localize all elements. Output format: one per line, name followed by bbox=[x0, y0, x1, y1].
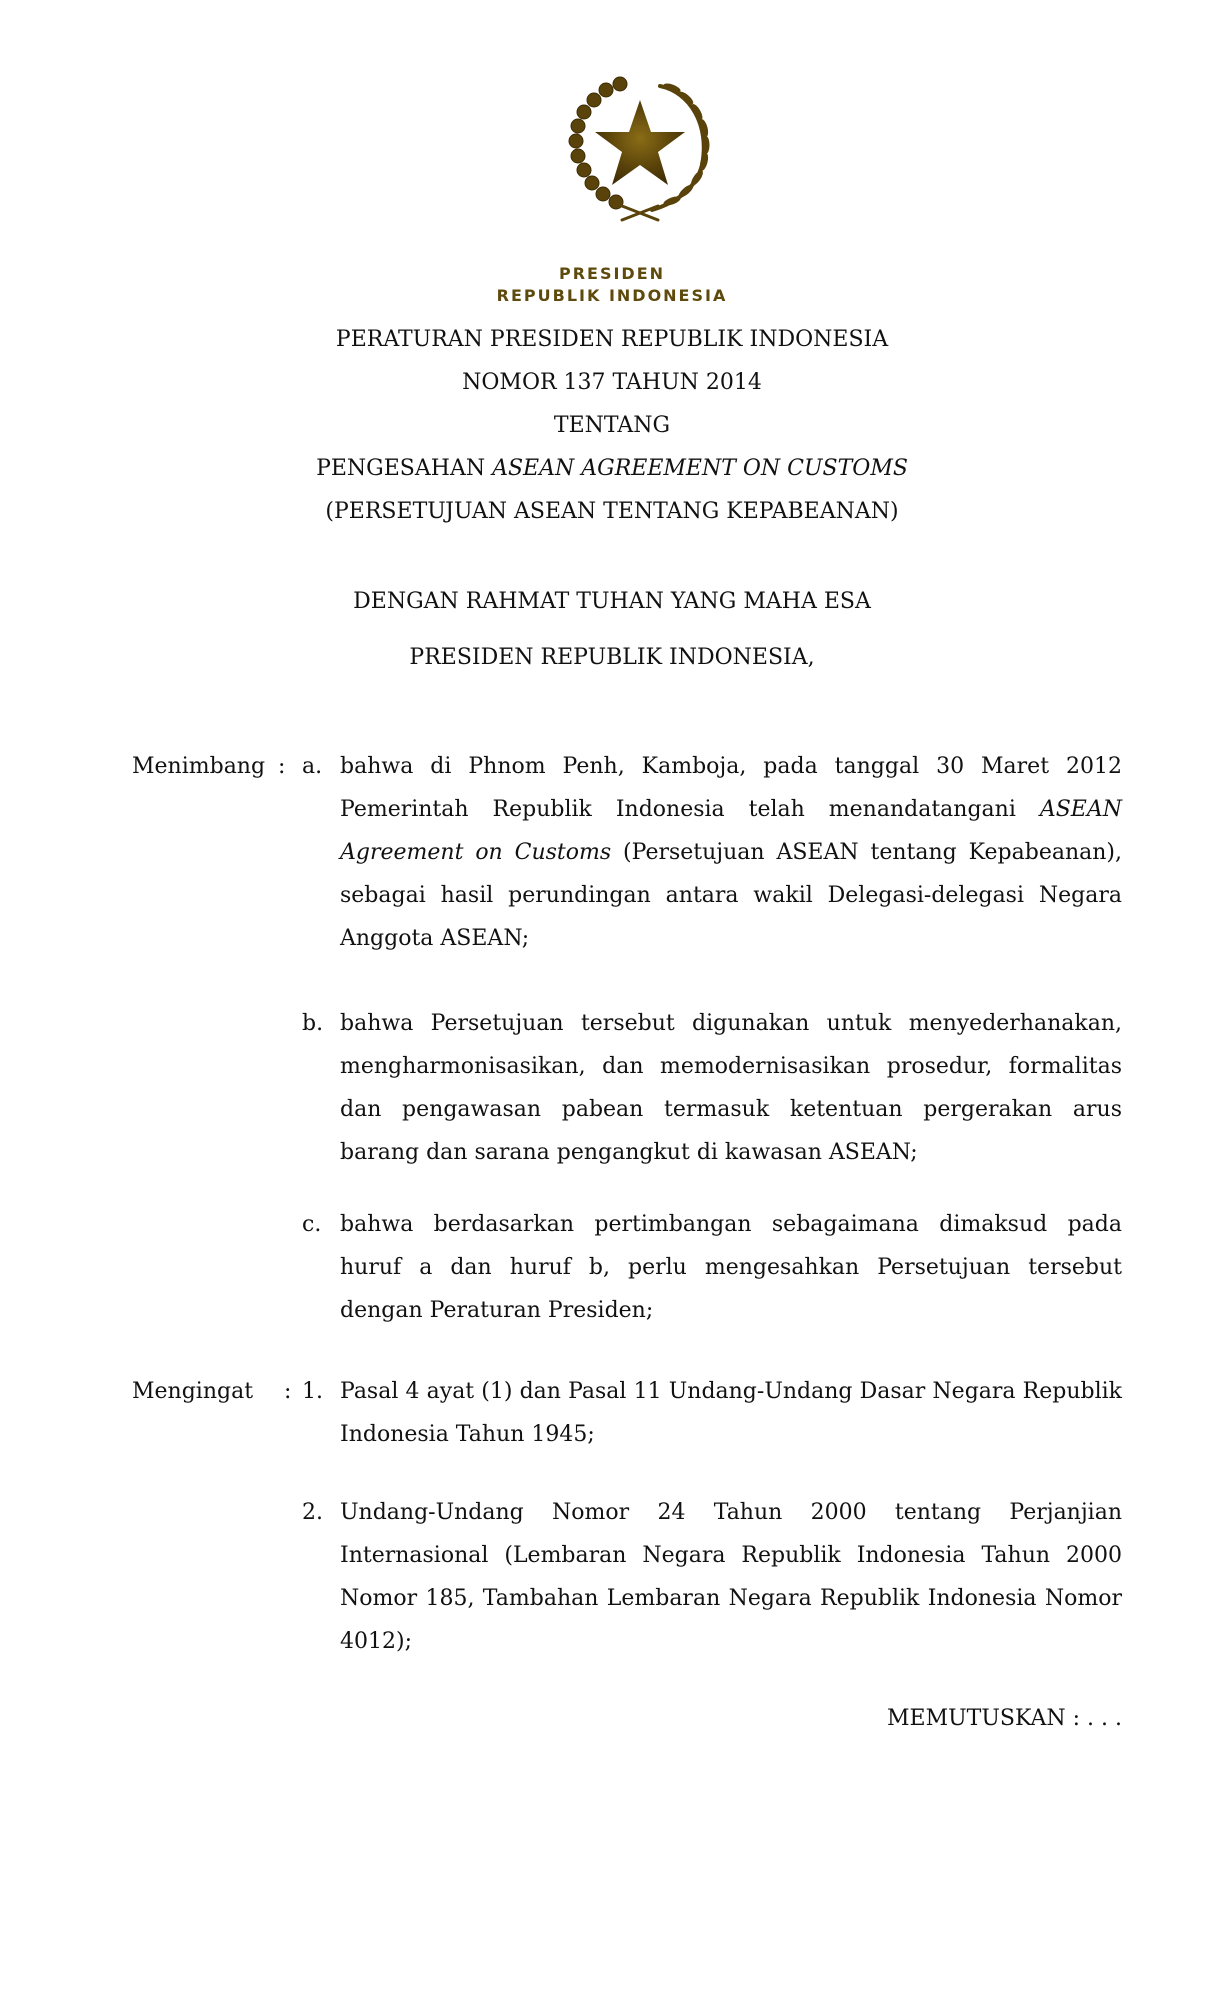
consideration-item-b bbox=[302, 1002, 1122, 1174]
preamble-president: PRESIDEN REPUBLIK INDONESIA, bbox=[409, 645, 815, 670]
page-continuation-marker: MEMUTUSKAN : . . . bbox=[887, 1706, 1122, 1731]
consideration-item-c bbox=[302, 1203, 1122, 1332]
consideration-item-a bbox=[302, 745, 1122, 960]
item-marker: b. bbox=[302, 1011, 324, 1036]
title-concerning: TENTANG bbox=[553, 413, 671, 438]
item-marker: c. bbox=[302, 1212, 322, 1237]
title-subject-translation: (PERSETUJUAN ASEAN TENTANG KEPABEANAN) bbox=[325, 499, 899, 524]
letterhead-caption-republic: REPUBLIK INDONESIA bbox=[496, 286, 728, 305]
item-text-italic: ASEAN Agreement on Customs bbox=[340, 797, 1122, 865]
title-subject bbox=[0, 447, 1224, 490]
preamble-invocation: DENGAN RAHMAT TUHAN YANG MAHA ESA bbox=[353, 589, 871, 614]
section-colon: : bbox=[284, 1379, 292, 1404]
item-text bbox=[340, 745, 1122, 960]
preamble bbox=[0, 574, 1224, 686]
title-regulation-type: PERATURAN PRESIDEN REPUBLIK INDONESIA bbox=[335, 327, 889, 352]
legal-basis-item-2 bbox=[302, 1491, 1122, 1663]
letterhead-caption-president: PRESIDEN bbox=[558, 264, 666, 283]
item-text: Undang-Undang Nomor 24 Tahun 2000 tentang Perjanjian Internasional (Lembaran Negara Republik Indonesia Tahun 2000 Nomor 185, Tambahan Lembaran Negara Republik Indonesia Nomor 4012); bbox=[340, 1500, 1122, 1654]
item-marker: 1. bbox=[302, 1379, 323, 1404]
regulation-title bbox=[0, 318, 1224, 533]
section-label-menimbang: Menimbang bbox=[132, 754, 266, 779]
item-text: bahwa Persetujuan tersebut digunakan untuk menyederhanakan, mengharmonisasikan, dan memodernisasikan prosedur, formalitas dan pengawasan pabean termasuk ketentuan pergerakan arus barang dan sarana pengangkut di kawasan ASEAN; bbox=[340, 1011, 1122, 1165]
emblem-star-wreath-icon bbox=[560, 70, 720, 230]
item-text: bahwa berdasarkan pertimbangan sebagaimana dimaksud pada huruf a dan huruf b, perlu mengesahkan Persetujuan tersebut dengan Peraturan Presiden; bbox=[340, 1212, 1122, 1323]
section-label-mengingat: Mengingat bbox=[132, 1379, 254, 1404]
legal-basis-item-1 bbox=[302, 1370, 1122, 1456]
section-colon: : bbox=[278, 754, 286, 779]
item-marker: a. bbox=[302, 754, 323, 779]
title-subject-italic: ASEAN AGREEMENT ON CUSTOMS bbox=[492, 456, 908, 481]
item-marker: 2. bbox=[302, 1500, 323, 1525]
title-subject-prefix: PENGESAHAN bbox=[316, 456, 493, 481]
item-text-part: bahwa di Phnom Penh, Kamboja, pada tanggal 30 Maret 2012 Pemerintah Republik Indonesia telah menandatangani bbox=[340, 754, 1122, 822]
title-number-year: NOMOR 137 TAHUN 2014 bbox=[462, 370, 762, 395]
section-mengingat bbox=[132, 1370, 1122, 1663]
section-menimbang bbox=[132, 745, 1122, 1332]
item-text-part: (Persetujuan ASEAN tentang Kepabeanan), sebagai hasil perundingan antara wakil Delegasi-delegasi Negara Anggota ASEAN; bbox=[340, 840, 1122, 951]
item-text: Pasal 4 ayat (1) dan Pasal 11 Undang-Undang Dasar Negara Republik Indonesia Tahun 1945; bbox=[340, 1379, 1122, 1447]
presidential-emblem-icon bbox=[560, 70, 720, 230]
